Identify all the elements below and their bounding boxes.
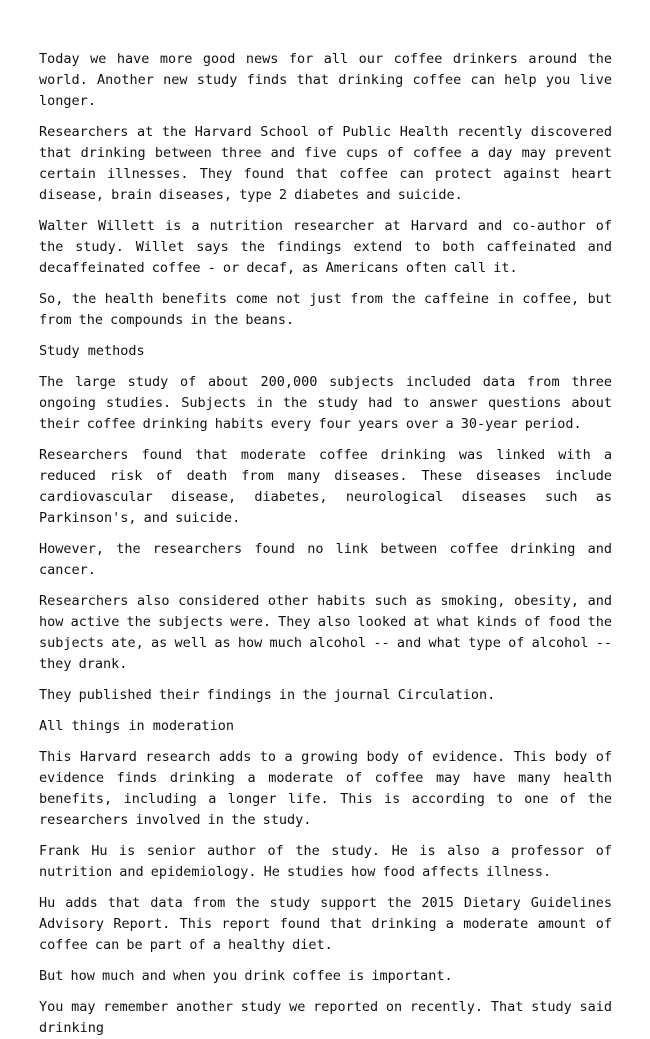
paragraph-publication: They published their findings in the journal Circulation. [39, 687, 496, 703]
paragraph-harvard-findings: Researchers at the Harvard School of Public Health recently discovered that drinking between three and five cups of coffee a day may prevent certain illnesses. They found that coffee can protect against heart disease, brain diseases, type 2 diabetes and suicide. [39, 124, 612, 203]
paragraph-reduced-risk: Researchers found that moderate coffee drinking was linked with a reduced risk of death from many diseases. These diseases include cardiovascular disease, diabetes, neurological diseases such as Parkinson's, and suicide. [39, 447, 612, 526]
section-heading-study-methods: Study methods [39, 343, 145, 359]
section-heading-moderation: All things in moderation [39, 718, 235, 734]
paragraph-cancer: However, the researchers found no link between coffee drinking and cancer. [39, 541, 612, 578]
paragraph-how-much: But how much and when you drink coffee is important. [39, 968, 453, 984]
paragraph-another-study: You may remember another study we reported on recently. That study said drinking [39, 999, 612, 1036]
paragraph-other-habits: Researchers also considered other habits such as smoking, obesity, and how active the subjects were. They also looked at what kinds of food the subjects ate, as well as how much alcohol -- and what type of alcohol -- they drank. [39, 593, 612, 672]
paragraph-willett: Walter Willett is a nutrition researcher at Harvard and co-author of the study. Willet says the findings extend to both caffeinated and decaffeinated coffee - or decaf, as Americans often call it. [39, 218, 612, 276]
paragraph-intro: Today we have more good news for all our coffee drinkers around the world. Another new study finds that drinking coffee can help you live longer. [39, 51, 612, 109]
paragraph-guidelines: Hu adds that data from the study support the 2015 Dietary Guidelines Advisory Report. This report found that drinking a moderate amount of coffee can be part of a healthy diet. [39, 895, 612, 953]
paragraph-compounds: So, the health benefits come not just from the caffeine in coffee, but from the compounds in the beans. [39, 291, 612, 328]
paragraph-study-size: The large study of about 200,000 subjects included data from three ongoing studies. Subjects in the study had to answer questions about their coffee drinking habits every four years over a 30-year period. [39, 374, 612, 432]
paragraph-evidence: This Harvard research adds to a growing body of evidence. This body of evidence finds drinking a moderate of coffee may have many health benefits, including a longer life. This is according to one of the researchers involved in the study. [39, 749, 612, 828]
paragraph-frank-hu: Frank Hu is senior author of the study. He is also a professor of nutrition and epidemiology. He studies how food affects illness. [39, 843, 612, 880]
